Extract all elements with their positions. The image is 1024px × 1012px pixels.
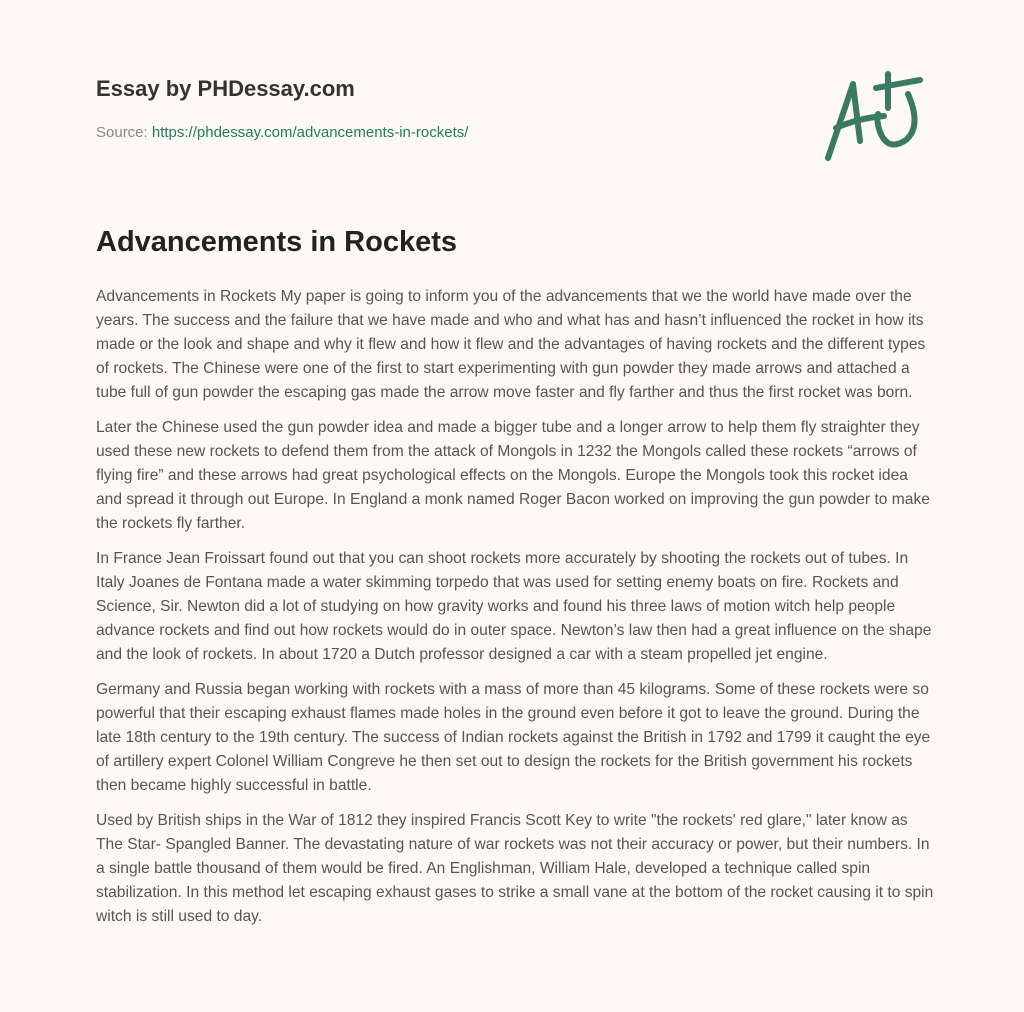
essay-body	[96, 285, 934, 940]
site-title: Essay by PHDessay.com	[96, 76, 355, 101]
paragraph: Used by British ships in the War of 1812 they inspired Francis Scott Key to write "the rockets' red glare," later know as The Star- Spangled Banner. The devastating nature of war rockets was not their accuracy or power, but their numbers. In a single battle thousand of them would be fired. An Englishman, William Hale, developed a technique called spin stabilization. In this method let escaping exhaust gases to strike a small vane at the bottom of the rocket causing it to spin witch is still used to day.	[96, 812, 934, 925]
paragraph: Germany and Russia began working with rockets with a mass of more than 45 kilograms. Some of these rockets were so powerful that their escaping exhaust flames made holes in the ground even before it got to leave the ground. During the late 18th century to the 19th century. The success of Indian rockets against the British in 1792 and 1799 it caught the eye of artillery expert Colonel William Congreve he then set out to design the rockets for the British government his rockets then became highly successful in battle.	[96, 681, 931, 794]
paragraph: Advancements in Rockets My paper is going to inform you of the advancements that we the world have made over the years. The success and the failure that we have made and who and what has and hasn’t influenced the rocket in how its made or the look and shape and why it flew and how it flew and the advantages of having rockets and the different types of rockets. The Chinese were one of the first to start experimenting with gun powder they made arrows and attached a tube full of gun powder the escaping gas made the arrow move faster and fly farther and thus the first rocket was born.	[96, 288, 926, 401]
source-label: Source:	[96, 124, 148, 141]
source-line	[96, 124, 468, 141]
header	[96, 76, 468, 141]
a-plus-logo-icon	[818, 66, 928, 166]
source-link[interactable]: https://phdessay.com/advancements-in-rockets/	[151, 124, 469, 141]
paragraph: In France Jean Froissart found out that you can shoot rockets more accurately by shooting the rockets out of tubes. In Italy Joanes de Fontana made a water skimming torpedo that was used for setting enemy boats on fire. Rockets and Science, Sir. Newton did a lot of studying on how gravity works and found his three laws of motion witch help people advance rockets and find out how rockets would do in outer space. Newton’s law then had a great influence on the shape and the look of rockets. In about 1720 a Dutch professor designed a car with a steam propelled jet engine.	[96, 550, 932, 663]
essay-title: Advancements in Rockets	[96, 226, 458, 258]
paragraph: Later the Chinese used the gun powder idea and made a bigger tube and a longer arrow to help them fly straighter they used these new rockets to defend them from the attack of Mongols in 1232 the Mongols called these rockets “arrows of flying fire” and these arrows had great psychological effects on the Mongols. Europe the Mongols took this rocket idea and spread it through out Europe. In England a monk named Roger Bacon worked on improving the gun powder to make the rockets fly farther.	[96, 419, 930, 532]
